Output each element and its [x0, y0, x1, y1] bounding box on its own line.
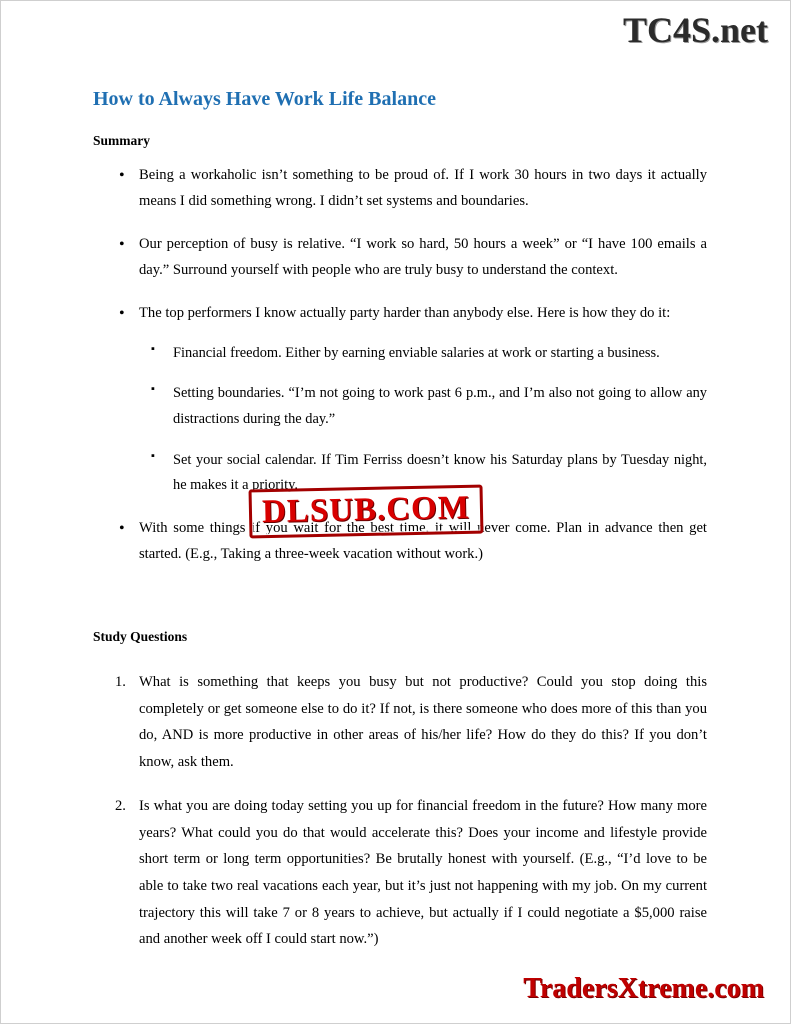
- bullet-text: With some things if you wait for the best time, it will never come. Plan in advance then get started. (E.g., Taking a three-week vacation without work.): [139, 520, 707, 563]
- section-heading-study-questions: Study Questions: [93, 628, 188, 644]
- section-heading-summary: Summary: [93, 133, 150, 148]
- question-text: Is what you are doing today setting you up for financial freedom in the future? How many more years? What could you do that would accelerate this? Does your income and lifestyle provide short term or long term opportunities? Be brutally honest with yourself. (E.g., “I’d love to be able to take two real vacations each year, but it’s just not happening with my job. On my current trajectory this will take 7 or 8 years to achieve, but actually if I could negotiate a $5,000 raise and another week off I could start now.”): [139, 797, 707, 948]
- list-item: [93, 793, 707, 953]
- section-spacer: [93, 585, 707, 629]
- sub-bullet-text: Set your social calendar. If Tim Ferriss doesn’t know his Saturday plans by Tuesday night, he makes it a priority.: [173, 451, 707, 494]
- list-item: [93, 301, 707, 499]
- list-item: [93, 163, 707, 215]
- sub-list-item: [139, 381, 707, 432]
- bullet-text: Our perception of busy is relative. “I work so hard, 50 hours a week” or “I have 100 emails a day.” Surround yourself with people who are truly busy to understand the context.: [139, 235, 707, 278]
- watermark-top-right: TC4S.net: [622, 10, 768, 50]
- bullet-text: The top performers I know actually party harder than anybody else. Here is how they do it:: [139, 304, 671, 321]
- study-questions-list: [93, 669, 707, 953]
- page-title: How to Always Have Work Life Balance: [93, 88, 436, 110]
- watermark-center: DLSUB.COM: [249, 485, 484, 539]
- sub-bullet-text: Financial freedom. Either by earning enviable salaries at work or starting a business.: [173, 344, 660, 361]
- question-text: What is something that keeps you busy but not productive? Could you stop doing this completely or get someone else to do it? If not, is there someone who does more of this than you do, AND is more productive in other areas of his/her life? How do they do this? If you don’t know, ask them.: [139, 673, 707, 771]
- sub-list-item: [139, 341, 707, 367]
- bullet-text: Being a workaholic isn’t something to be proud of. If I work 30 hours in two days it actually means I did something wrong. I didn’t set systems and boundaries.: [139, 167, 707, 209]
- heading-spacer: [93, 659, 707, 669]
- watermark-bottom-right: TradersXtreme.com: [523, 973, 764, 1004]
- sub-bullet-list: [139, 341, 707, 499]
- list-item: [93, 232, 707, 284]
- sub-bullet-text: Setting boundaries. “I’m not going to work past 6 p.m., and I’m also not going to allow any distractions during the day.”: [173, 385, 707, 428]
- list-item: [93, 669, 707, 776]
